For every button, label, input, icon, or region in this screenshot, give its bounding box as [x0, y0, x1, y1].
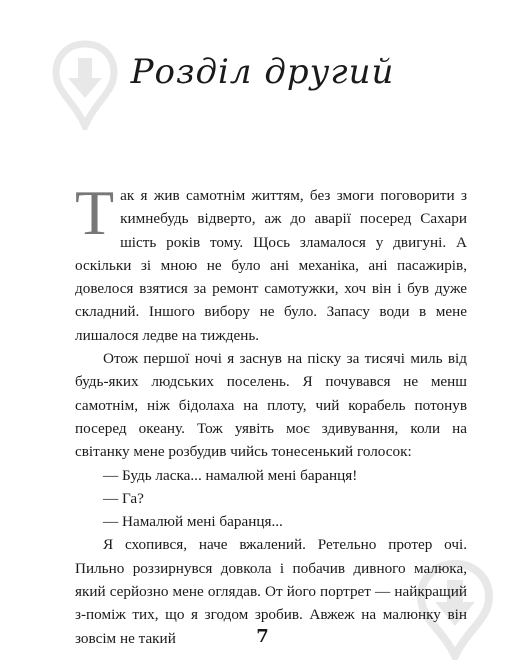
chapter-title: Розділ другий — [130, 52, 395, 92]
paragraph: Так я жив самотнім життям, без змоги поговорити з кимнебудь відверто, аж до аварії посеред Сахари шість років тому. Щось зламалося у двигуні. А оскільки зі мною не було ані механіка, ані пасажирів, довелося взятися за ремонт самотужки, хоч він і був дуже складний. Іншого вибору не було. Запасу води в мене лишалося ледве на тиждень. — [75, 177, 467, 344]
paragraph: Отож першої ночі я заснув на піску за тисячі миль від будь-яких людських поселень. Я почувався не менш самотнім, ніж бідолаха на плоту, чий корабель потонув посеред океану. Тож уявіть моє здивування, коли на світанку мене розбудив чийсь тонесенький голосок: — [75, 350, 467, 461]
paragraph: Я схопився, наче вжалений. Ретельно протер очі. Пильно роззирнувся довкола і побачив дивного малюка, який серйозно мене оглядав. От його портрет — найкращий з-поміж тих, що я згодом зробив. Авжеж на малюнку він зовсім не такий — [75, 536, 467, 647]
dialogue-line: — Га? — [103, 489, 144, 507]
dialogue-line: — Намалюй мені баранця... — [103, 513, 283, 531]
body-text — [75, 177, 467, 650]
dialogue-line: — Будь ласка... намалюй мені баранця! — [103, 466, 358, 484]
page-number: 7 — [256, 626, 269, 647]
